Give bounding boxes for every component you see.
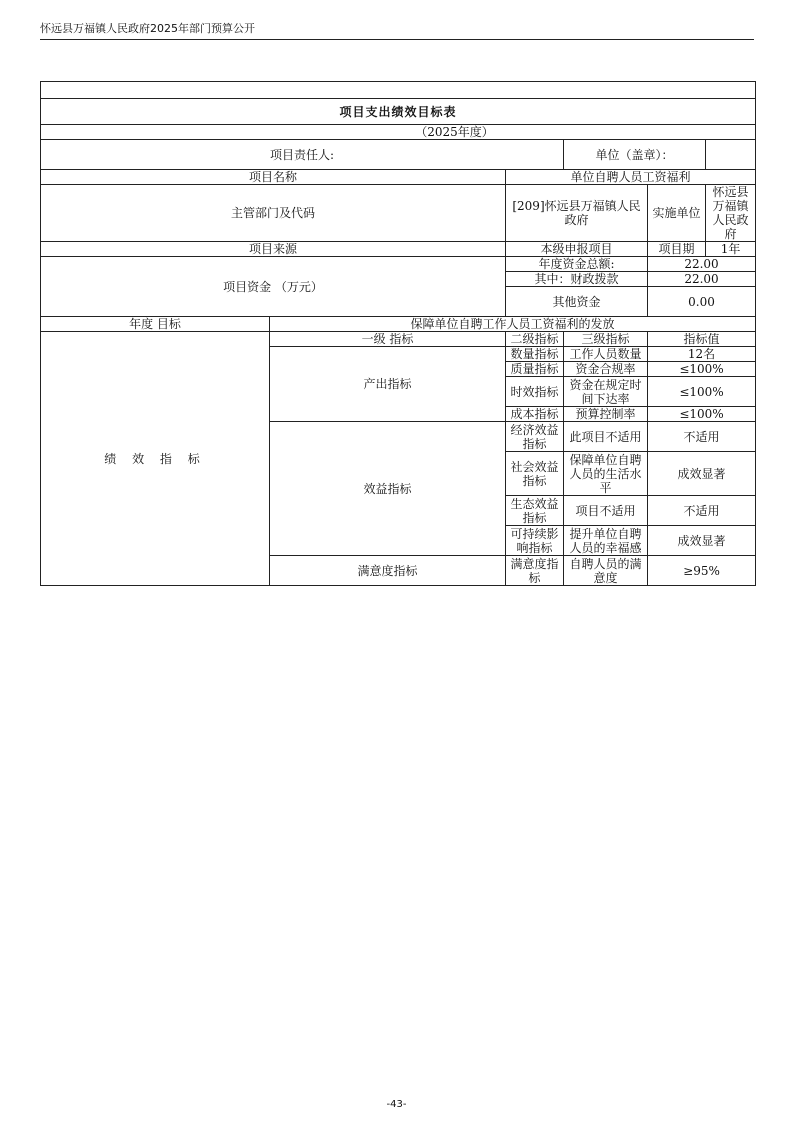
project-name-label: 项目名称: [41, 170, 506, 185]
indicator-value-cell: ≥95%: [648, 556, 756, 586]
level2-cell: 时效指标: [506, 377, 564, 407]
output-indicator-group: 产出指标: [270, 347, 506, 422]
level2-cell: 社会效益指标: [506, 452, 564, 496]
unit-seal-value: [706, 140, 756, 170]
project-period-label: 项目期: [648, 242, 706, 257]
level3-cell: 提升单位自聘人员的幸福感: [564, 526, 648, 556]
implementing-unit-value: 怀远县万福镇人民政府: [706, 185, 756, 242]
level3-cell: 工作人员数量: [564, 347, 648, 362]
department-label: 主管部门及代码: [41, 185, 506, 242]
performance-target-table: [40, 81, 756, 586]
page-number: -43-: [386, 1099, 407, 1110]
indicator-value-cell: ≤100%: [648, 377, 756, 407]
table-year: （2025年度）: [41, 125, 756, 140]
indicator-value-cell: 不适用: [648, 422, 756, 452]
level2-cell: 经济效益指标: [506, 422, 564, 452]
project-name-value: 单位自聘人员工资福利: [506, 170, 756, 185]
funds-fiscal-value: 22.00: [648, 272, 756, 287]
indicator-value-cell: 成效显著: [648, 526, 756, 556]
project-period-value: 1年: [706, 242, 756, 257]
indicator-value-cell: 成效显著: [648, 452, 756, 496]
level2-cell: 质量指标: [506, 362, 564, 377]
level2-cell: 可持续影响指标: [506, 526, 564, 556]
department-value: [209]怀远县万福镇人民政府: [506, 185, 648, 242]
project-source-label: 项目来源: [41, 242, 506, 257]
level2-cell: 生态效益指标: [506, 496, 564, 526]
level2-cell: 数量指标: [506, 347, 564, 362]
level3-cell: 保障单位自聘人员的生活水平: [564, 452, 648, 496]
level3-header: 三级指标: [564, 332, 648, 347]
satisfaction-indicator-group: 满意度指标: [270, 556, 506, 586]
indicator-value-cell: ≤100%: [648, 407, 756, 422]
project-funds-label: 项目资金 （万元）: [41, 257, 506, 317]
blank-top-row: [41, 82, 756, 99]
level3-cell: 资金在规定时间下达率: [564, 377, 648, 407]
funds-fiscal-label: 其中：财政拨款: [506, 272, 648, 287]
table-title: 项目支出绩效目标表: [41, 99, 756, 125]
indicator-value-cell: 不适用: [648, 496, 756, 526]
level2-header: 二级指标: [506, 332, 564, 347]
level3-cell: 此项目不适用: [564, 422, 648, 452]
level3-cell: 项目不适用: [564, 496, 648, 526]
benefit-indicator-group: 效益指标: [270, 422, 506, 556]
funds-total-value: 22.00: [648, 257, 756, 272]
implementing-unit-label: 实施单位: [648, 185, 706, 242]
level1-header: 一级 指标: [270, 332, 506, 347]
header-divider: [40, 39, 754, 40]
value-header: 指标值: [648, 332, 756, 347]
level2-cell: 成本指标: [506, 407, 564, 422]
indicator-value-cell: ≤100%: [648, 362, 756, 377]
page-header: 怀远县万福镇人民政府2025年部门预算公开: [40, 22, 255, 35]
unit-seal-label: 单位（盖章）：: [564, 140, 706, 170]
funds-other-label: 其他资金: [506, 287, 648, 317]
responsible-person-label: 项目责任人:: [41, 140, 564, 170]
performance-indicators-label: 绩 效 指 标: [41, 332, 270, 586]
annual-goal-label: 年度 目标: [41, 317, 270, 332]
indicator-value-cell: 12名: [648, 347, 756, 362]
funds-other-value: 0.00: [648, 287, 756, 317]
level2-cell: 满意度指标: [506, 556, 564, 586]
level3-cell: 资金合规率: [564, 362, 648, 377]
level3-cell: 预算控制率: [564, 407, 648, 422]
annual-goal-value: 保障单位自聘工作人员工资福利的发放: [270, 317, 756, 332]
funds-total-label: 年度资金总额:: [506, 257, 648, 272]
level3-cell: 自聘人员的满意度: [564, 556, 648, 586]
project-source-value: 本级申报项目: [506, 242, 648, 257]
